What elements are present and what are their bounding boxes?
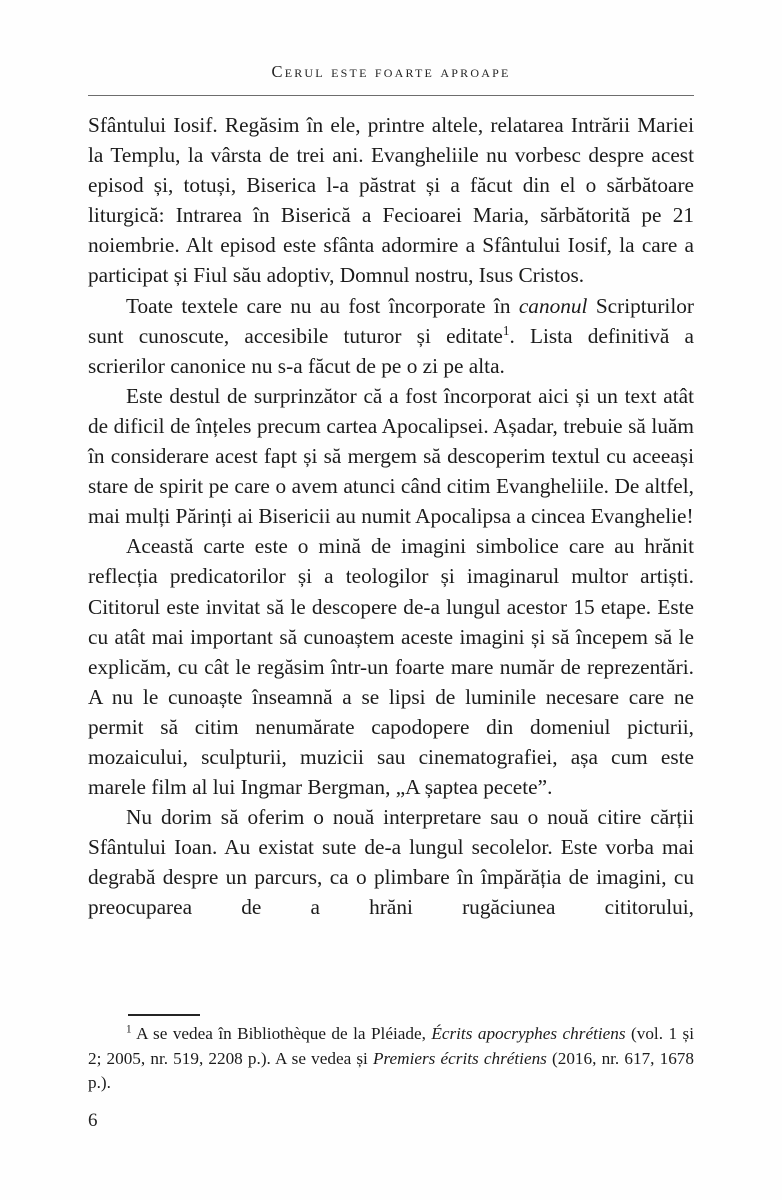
paragraph <box>88 802 694 922</box>
text-run: . Lista definitivă a scrierilor canonice nu s-a făcut de pe o zi pe alta. <box>88 323 694 378</box>
text-run: Scripturilor sunt cunoscute, accesibile tuturor și editate <box>88 293 694 348</box>
paragraph <box>88 291 694 381</box>
footnote-marker: 1 <box>126 1023 132 1036</box>
footnote <box>88 1022 694 1096</box>
text-run: Această carte este o mină de imagini simbolice care au hrănit reflecția predicatorilor și a teologilor și imaginarul multor artiști. Cititorul este invitat să le descopere de-a lungul acestor 15 etape. Este cu atât mai important să cunoaștem aceste imagini și să începem să le explicăm, cu cât le regăsim într-un foarte mare număr de reprezentări. A nu le cunoaște înseamnă a se lipsi de luminile necesare care ne permit să citim nenumărate capodopere din domeniul picturii, mozaicului, sculpturii, muzicii sau cinematografiei, așa cum este marele film al lui Ingmar Bergman, „A șaptea pecete”. <box>88 534 694 800</box>
italic-run: Écrits apocryphes chrétiens <box>431 1024 626 1043</box>
paragraph <box>88 110 694 291</box>
paragraph <box>88 531 694 802</box>
text-run: (vol. 1 și 2; 2005, nr. 519, 2208 p.). A se vedea și <box>88 1024 694 1068</box>
text-run: (2016, nr. 617, 1678 p.). <box>88 1048 694 1093</box>
footnote-separator-rule <box>128 1014 200 1016</box>
italic-run: Premiers écrits chrétiens <box>372 1048 547 1068</box>
text-run: Sfântului Iosif. Regăsim în ele, printre altele, relatarea Intrării Mariei la Templu, la vârsta de trei ani. Evangheliile nu vorbesc despre acest episod și, totuși, Biserica l-a păstrat și a făcut din el o sărbătoare liturgică: Intrarea în Biserică a Fecioarei Maria, sărbătorită pe 21 noiembrie. Alt episod este sfânta adormire a Sfântului Iosif, la care a participat și Fiul său adoptiv, Domnul nostru, Isus Cristos. <box>88 113 694 288</box>
running-head: Cerul este foarte aproape <box>271 62 511 81</box>
italic-run: canonul <box>518 293 588 318</box>
text-run: Este destul de surprinzător că a fost încorporat aici și un text atât de dificil de înțeles precum cartea Apocalipsei. Așadar, trebuie să luăm în considerare acest fapt și să mergem să descoperim textul cu aceeași stare de spirit pe care o avem atunci când citim Evangheliile. De altfel, mai mulți Părinți ai Bisericii au numit Apocalipsa a cincea Evanghelie! <box>88 383 694 529</box>
text-run: A se vedea în Bibliothèque de la Pléiade, <box>136 1024 432 1043</box>
text-run: Toate textele care nu au fost încorporate în <box>126 293 519 318</box>
paragraph <box>88 381 694 531</box>
header-rule <box>88 95 694 96</box>
page-number: 6 <box>88 1110 98 1131</box>
text-run: Nu dorim să oferim o nouă interpretare sau o nouă citire cărții Sfântului Ioan. Au existat sute de-a lungul secolelor. Este vorba mai degrabă despre un parcurs, ca o plimbare în împărăția de imagini, cu preocuparea de a hrăni rugăciunea cititorului, <box>88 805 694 920</box>
body-text <box>88 110 694 923</box>
footnote-reference-marker: 1 <box>502 322 510 338</box>
